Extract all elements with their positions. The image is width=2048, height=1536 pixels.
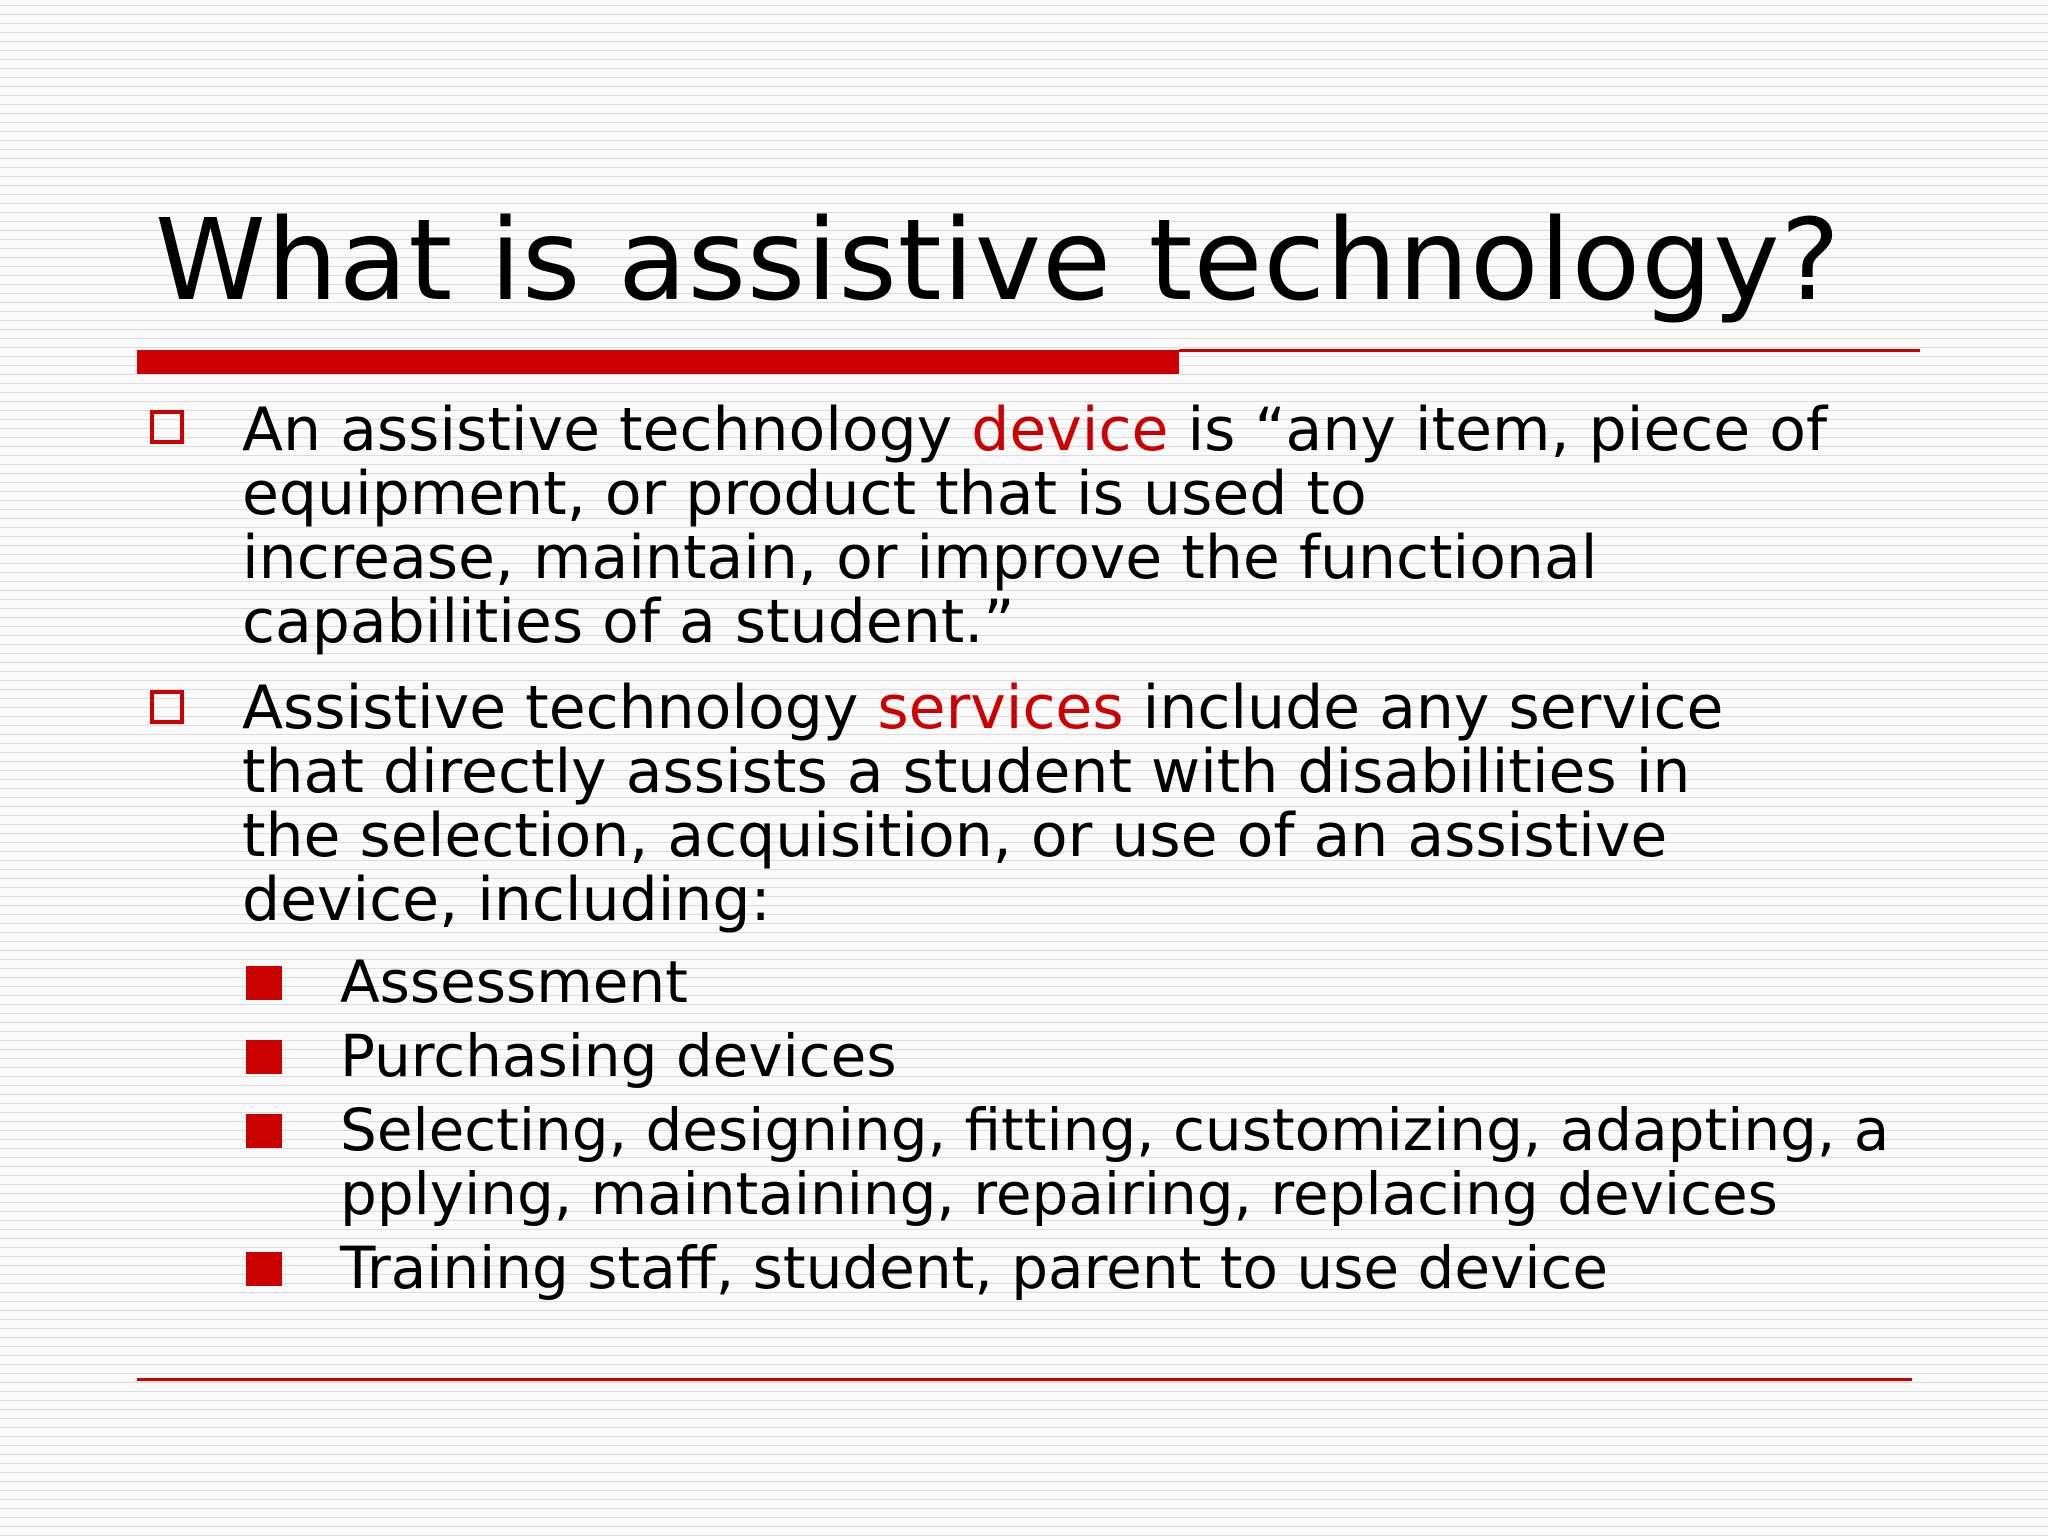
bullet-line: that directly assists a student with disabilities in bbox=[242, 737, 1691, 807]
sub-item-assessment bbox=[340, 950, 688, 1014]
bullet-services-definition bbox=[242, 673, 1724, 935]
bullet-line bbox=[242, 395, 1828, 465]
bullet-line: device, including: bbox=[242, 865, 771, 935]
bullet-line: capabilities of a student.” bbox=[242, 587, 1015, 657]
hollow-square-icon bbox=[150, 690, 184, 724]
sub-item-selecting bbox=[340, 1098, 1889, 1226]
title-underline-thin bbox=[1179, 349, 1920, 352]
text-segment: include any service bbox=[1123, 673, 1724, 743]
filled-square-icon bbox=[246, 1040, 282, 1074]
hollow-square-icon bbox=[150, 410, 184, 444]
sub-item-line: Purchasing devices bbox=[340, 1022, 897, 1090]
sub-item-line: Assessment bbox=[340, 948, 688, 1016]
sub-item-line: pplying, maintaining, repairing, replacing devices bbox=[340, 1160, 1778, 1228]
bullet-line: equipment, or product that is used to bbox=[242, 459, 1367, 529]
highlight-term-services: services bbox=[877, 673, 1124, 743]
slide-title: What is assistive technology? bbox=[155, 196, 1841, 326]
filled-square-icon bbox=[246, 966, 282, 1000]
filled-square-icon bbox=[246, 1114, 282, 1148]
bullet-line bbox=[242, 673, 1724, 743]
title-underline-thick bbox=[137, 350, 1179, 374]
sub-item-line: Training staff, student, parent to use device bbox=[340, 1234, 1609, 1302]
bullet-device-definition bbox=[242, 395, 1828, 657]
sub-item-training bbox=[340, 1236, 1608, 1300]
text-segment: An assistive technology bbox=[242, 395, 972, 465]
text-segment: Assistive technology bbox=[242, 673, 878, 743]
bullet-line: the selection, acquisition, or use of an assistive bbox=[242, 801, 1668, 871]
bullet-line: increase, maintain, or improve the functional bbox=[242, 523, 1598, 593]
filled-square-icon bbox=[246, 1252, 282, 1286]
text-segment: is “any item, piece of bbox=[1168, 395, 1828, 465]
sub-item-purchasing bbox=[340, 1024, 897, 1088]
highlight-term-device: device bbox=[971, 395, 1169, 465]
footer-rule bbox=[137, 1378, 1912, 1381]
sub-item-line: Selecting, designing, fitting, customizing, adapting, a bbox=[340, 1096, 1890, 1164]
